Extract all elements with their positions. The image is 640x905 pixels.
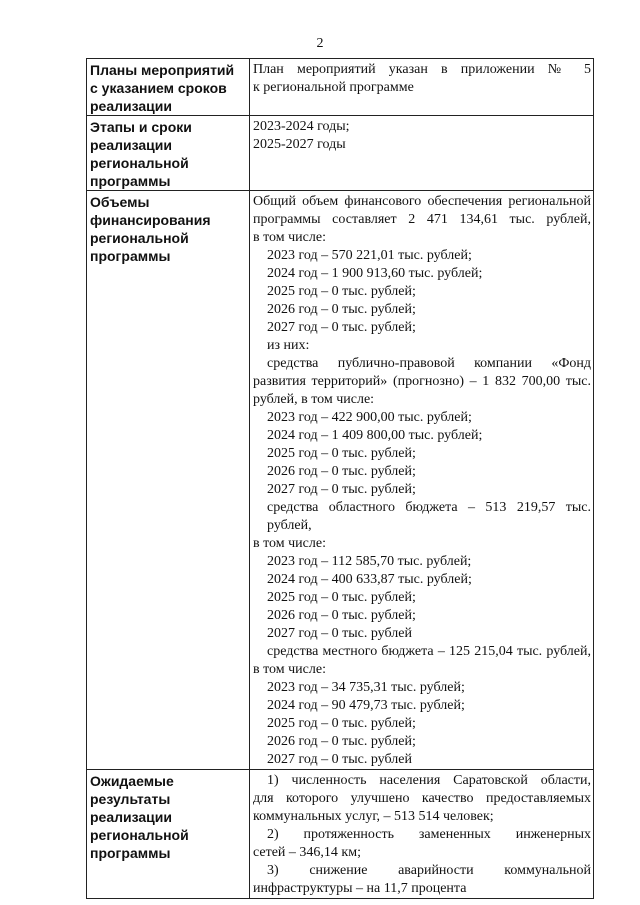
row-label-cell bbox=[87, 191, 250, 770]
passport-table bbox=[86, 58, 594, 899]
row-value-line: для которого улучшено качество предоставляемых bbox=[253, 791, 591, 806]
row-label-line: реализации bbox=[90, 98, 173, 114]
row-value-cell bbox=[250, 770, 594, 899]
row-value-line: средства местного бюджета – 125 215,04 тыс. рублей, bbox=[267, 644, 591, 659]
row-value-line: 2023 год – 112 585,70 тыс. рублей; bbox=[267, 554, 472, 569]
row-value-line: 2027 год – 0 тыс. рублей bbox=[267, 626, 412, 641]
row-value-line: 2026 год – 0 тыс. рублей; bbox=[267, 734, 416, 749]
row-value-line: 3) снижение аварийности коммунальной bbox=[267, 863, 591, 878]
table-row bbox=[87, 770, 594, 899]
row-value-line: 2025 год – 0 тыс. рублей; bbox=[267, 716, 416, 731]
row-label-line: Объемы bbox=[90, 194, 150, 210]
row-value-line: сетей – 346,14 км; bbox=[253, 845, 361, 860]
row-value-line: 2025 год – 0 тыс. рублей; bbox=[267, 590, 416, 605]
row-label-line: региональной bbox=[90, 155, 189, 171]
row-label-line: региональной bbox=[90, 230, 189, 246]
row-value-line: программы составляет 2 471 134,61 тыс. рублей, bbox=[253, 212, 591, 227]
row-label-line: результаты bbox=[90, 791, 171, 807]
page-number: 2 bbox=[316, 36, 324, 51]
row-label-line: финансирования bbox=[90, 212, 211, 228]
row-value-line: 2024 год – 1 409 800,00 тыс. рублей; bbox=[267, 428, 483, 443]
row-label-line: региональной bbox=[90, 827, 189, 843]
row-value-line: инфраструктуры – на 11,7 процента bbox=[253, 881, 467, 896]
row-value-line: 2024 год – 400 633,87 тыс. рублей; bbox=[267, 572, 472, 587]
row-value-line: 2025-2027 годы bbox=[253, 137, 346, 152]
row-value-line: 2) протяженность замененных инженерных bbox=[267, 827, 591, 842]
row-value-line: 2027 год – 0 тыс. рублей; bbox=[267, 482, 416, 497]
row-value-line: из них: bbox=[267, 338, 310, 353]
row-label-cell bbox=[87, 116, 250, 191]
row-value-line: в том числе: bbox=[253, 536, 326, 551]
row-value-line: к региональной программе bbox=[253, 80, 414, 95]
row-label-cell bbox=[87, 770, 250, 899]
row-value-line: 2026 год – 0 тыс. рублей; bbox=[267, 608, 416, 623]
row-value-line: рублей, в том числе: bbox=[253, 392, 375, 407]
row-value-line: План мероприятий указан в приложении № 5 bbox=[253, 62, 591, 77]
row-value-line: 2023 год – 570 221,01 тыс. рублей; bbox=[267, 248, 472, 263]
row-value-line: 2026 год – 0 тыс. рублей; bbox=[267, 302, 416, 317]
row-value-line: развития территорий» (прогнозно) – 1 832 700,00 тыс. bbox=[253, 374, 591, 389]
row-value-line: средства областного бюджета – 513 219,57 тыс. рублей, bbox=[267, 500, 591, 533]
row-label-line: реализации bbox=[90, 809, 173, 825]
row-label-line: программы bbox=[90, 845, 171, 861]
row-value-line: средства публично-правовой компании «Фонд bbox=[267, 356, 591, 371]
row-label-line: Ожидаемые bbox=[90, 773, 174, 789]
row-value-line: 2024 год – 90 479,73 тыс. рублей; bbox=[267, 698, 465, 713]
row-value-cell bbox=[250, 191, 594, 770]
row-label-line: с указанием сроков bbox=[90, 80, 227, 96]
table-row bbox=[87, 191, 594, 770]
row-value-line: 2027 год – 0 тыс. рублей bbox=[267, 752, 412, 767]
row-label-cell bbox=[87, 59, 250, 116]
row-label-line: программы bbox=[90, 248, 171, 264]
table-row bbox=[87, 116, 594, 191]
row-value-cell bbox=[250, 59, 594, 116]
row-value-line: 2025 год – 0 тыс. рублей; bbox=[267, 446, 416, 461]
row-value-line: 1) численность населения Саратовской области, bbox=[267, 773, 591, 788]
row-value-line: 2023-2024 годы; bbox=[253, 119, 350, 134]
row-value-line: коммунальных услуг, – 513 514 человек; bbox=[253, 809, 494, 824]
row-value-line: 2025 год – 0 тыс. рублей; bbox=[267, 284, 416, 299]
row-value-line: в том числе: bbox=[253, 662, 326, 677]
row-label-line: реализации bbox=[90, 137, 173, 153]
row-label-line: Планы мероприятий bbox=[90, 62, 235, 78]
row-value-line: 2023 год – 422 900,00 тыс. рублей; bbox=[267, 410, 472, 425]
row-label-line: программы bbox=[90, 173, 171, 189]
row-label-line: Этапы и сроки bbox=[90, 119, 192, 135]
row-value-line: 2024 год – 1 900 913,60 тыс. рублей; bbox=[267, 266, 483, 281]
row-value-line: в том числе: bbox=[253, 230, 326, 245]
row-value-line: 2026 год – 0 тыс. рублей; bbox=[267, 464, 416, 479]
table-row bbox=[87, 59, 594, 116]
row-value-line: 2027 год – 0 тыс. рублей; bbox=[267, 320, 416, 335]
row-value-line: 2023 год – 34 735,31 тыс. рублей; bbox=[267, 680, 465, 695]
row-value-cell bbox=[250, 116, 594, 191]
row-value-line: Общий объем финансового обеспечения региональной bbox=[253, 194, 591, 209]
